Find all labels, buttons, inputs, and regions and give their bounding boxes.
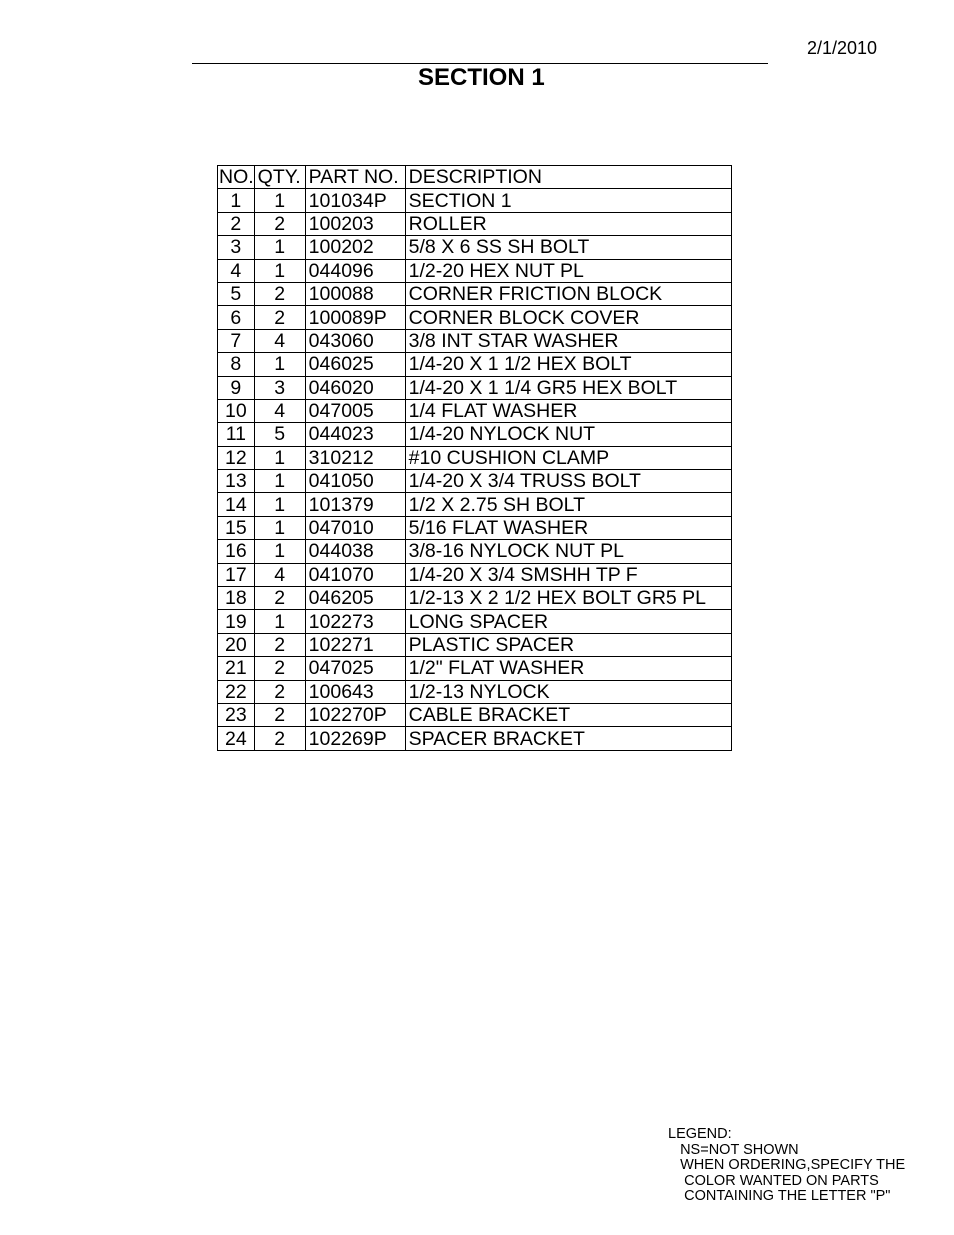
cell-no: 15: [218, 516, 255, 539]
table-header-row: [218, 166, 732, 189]
cell-qty: 1: [254, 353, 305, 376]
legend-line: COLOR WANTED ON PARTS: [668, 1172, 879, 1189]
cell-description: 1/2" FLAT WASHER: [405, 657, 731, 680]
cell-part-no: 100202: [305, 236, 405, 259]
cell-qty: 1: [254, 189, 305, 212]
cell-part-no: 100089P: [305, 306, 405, 329]
cell-no: 8: [218, 353, 255, 376]
document-date: 2/1/2010: [807, 38, 878, 58]
table-row: [218, 680, 732, 703]
cell-part-no: 310212: [305, 446, 405, 469]
cell-no: 23: [218, 703, 255, 726]
legend-line: CONTAINING THE LETTER "P": [668, 1188, 891, 1205]
cell-part-no: 100088: [305, 282, 405, 305]
table-row: [218, 353, 732, 376]
table-row: [218, 329, 732, 352]
table-row: [218, 563, 732, 586]
cell-part-no: 041070: [305, 563, 405, 586]
cell-qty: 1: [254, 446, 305, 469]
table-row: [218, 470, 732, 493]
cell-part-no: 046205: [305, 587, 405, 610]
cell-qty: 4: [254, 399, 305, 422]
cell-part-no: 102269P: [305, 727, 405, 750]
column-header-description: DESCRIPTION: [405, 166, 731, 189]
cell-description: CORNER FRICTION BLOCK: [405, 282, 731, 305]
cell-part-no: 101034P: [305, 189, 405, 212]
cell-description: 1/2 X 2.75 SH BOLT: [405, 493, 731, 516]
legend-line: WHEN ORDERING,SPECIFY THE: [668, 1157, 906, 1174]
cell-description: 5/16 FLAT WASHER: [405, 516, 731, 539]
table-row: [218, 587, 732, 610]
cell-part-no: 102270P: [305, 703, 405, 726]
cell-no: 6: [218, 306, 255, 329]
cell-description: #10 CUSHION CLAMP: [405, 446, 731, 469]
cell-no: 12: [218, 446, 255, 469]
cell-part-no: 044023: [305, 423, 405, 446]
cell-no: 19: [218, 610, 255, 633]
cell-qty: 2: [254, 680, 305, 703]
cell-part-no: 041050: [305, 470, 405, 493]
cell-no: 9: [218, 376, 255, 399]
cell-qty: 1: [254, 236, 305, 259]
cell-no: 24: [218, 727, 255, 750]
table-row: [218, 703, 732, 726]
cell-part-no: 044038: [305, 540, 405, 563]
table-row: [218, 189, 732, 212]
cell-description: CABLE BRACKET: [405, 703, 731, 726]
cell-no: 7: [218, 329, 255, 352]
cell-description: 1/2-13 NYLOCK: [405, 680, 731, 703]
cell-part-no: 101379: [305, 493, 405, 516]
table-row: [218, 376, 732, 399]
cell-part-no: 047010: [305, 516, 405, 539]
cell-part-no: 100643: [305, 680, 405, 703]
cell-no: 2: [218, 212, 255, 235]
parts-table: [217, 165, 732, 751]
legend-heading: LEGEND:: [668, 1126, 732, 1142]
table-row: [218, 657, 732, 680]
cell-no: 22: [218, 680, 255, 703]
cell-no: 5: [218, 282, 255, 305]
cell-qty: 1: [254, 470, 305, 493]
table-row: [218, 399, 732, 422]
legend: [668, 1127, 905, 1205]
cell-qty: 5: [254, 423, 305, 446]
cell-qty: 1: [254, 493, 305, 516]
cell-qty: 2: [254, 306, 305, 329]
table-row: [218, 423, 732, 446]
cell-qty: 3: [254, 376, 305, 399]
cell-no: 1: [218, 189, 255, 212]
cell-description: PLASTIC SPACER: [405, 633, 731, 656]
table-row: [218, 446, 732, 469]
parts-table-body: [218, 189, 732, 750]
cell-no: 4: [218, 259, 255, 282]
cell-qty: 2: [254, 633, 305, 656]
cell-description: 1/4-20 X 3/4 TRUSS BOLT: [405, 470, 731, 493]
cell-part-no: 046025: [305, 353, 405, 376]
table-row: [218, 493, 732, 516]
cell-description: LONG SPACER: [405, 610, 731, 633]
table-row: [218, 633, 732, 656]
cell-description: 1/4 FLAT WASHER: [405, 399, 731, 422]
table-row: [218, 540, 732, 563]
table-row: [218, 236, 732, 259]
cell-qty: 2: [254, 727, 305, 750]
cell-qty: 2: [254, 587, 305, 610]
cell-no: 14: [218, 493, 255, 516]
column-header-qty: QTY.: [254, 166, 305, 189]
cell-description: 3/8-16 NYLOCK NUT PL: [405, 540, 731, 563]
cell-qty: 2: [254, 282, 305, 305]
cell-part-no: 043060: [305, 329, 405, 352]
cell-description: 1/4-20 X 1 1/2 HEX BOLT: [405, 353, 731, 376]
table-row: [218, 306, 732, 329]
cell-no: 11: [218, 423, 255, 446]
cell-no: 16: [218, 540, 255, 563]
cell-no: 17: [218, 563, 255, 586]
cell-qty: 1: [254, 610, 305, 633]
cell-description: 1/2-13 X 2 1/2 HEX BOLT GR5 PL: [405, 587, 731, 610]
table-row: [218, 610, 732, 633]
cell-no: 3: [218, 236, 255, 259]
table-row: [218, 516, 732, 539]
cell-qty: 2: [254, 212, 305, 235]
cell-qty: 4: [254, 329, 305, 352]
cell-qty: 1: [254, 516, 305, 539]
cell-qty: 1: [254, 259, 305, 282]
table-row: [218, 259, 732, 282]
cell-part-no: 100203: [305, 212, 405, 235]
cell-qty: 4: [254, 563, 305, 586]
cell-part-no: 102271: [305, 633, 405, 656]
table-row: [218, 212, 732, 235]
column-header-no: NO.: [219, 166, 254, 189]
cell-description: CORNER BLOCK COVER: [405, 306, 731, 329]
cell-qty: 1: [254, 540, 305, 563]
cell-description: ROLLER: [405, 212, 731, 235]
cell-part-no: 047025: [305, 657, 405, 680]
cell-description: 5/8 X 6 SS SH BOLT: [405, 236, 731, 259]
cell-description: SPACER BRACKET: [405, 727, 731, 750]
cell-no: 20: [218, 633, 255, 656]
cell-part-no: 047005: [305, 399, 405, 422]
cell-no: 18: [218, 587, 255, 610]
page-title: SECTION 1: [418, 64, 545, 91]
cell-qty: 2: [254, 657, 305, 680]
cell-part-no: 046020: [305, 376, 405, 399]
cell-qty: 2: [254, 703, 305, 726]
cell-no: 10: [218, 399, 255, 422]
cell-description: 3/8 INT STAR WASHER: [405, 329, 731, 352]
cell-no: 21: [218, 657, 255, 680]
cell-part-no: 102273: [305, 610, 405, 633]
cell-description: 1/4-20 NYLOCK NUT: [405, 423, 731, 446]
cell-description: 1/2-20 HEX NUT PL: [405, 259, 731, 282]
table-row: [218, 727, 732, 750]
column-header-part-no: PART NO.: [305, 166, 405, 189]
cell-part-no: 044096: [305, 259, 405, 282]
cell-description: 1/4-20 X 3/4 SMSHH TP F: [405, 563, 731, 586]
cell-no: 13: [218, 470, 255, 493]
cell-description: SECTION 1: [405, 189, 731, 212]
legend-line: NS=NOT SHOWN: [668, 1141, 799, 1158]
table-row: [218, 282, 732, 305]
cell-description: 1/4-20 X 1 1/4 GR5 HEX BOLT: [405, 376, 731, 399]
